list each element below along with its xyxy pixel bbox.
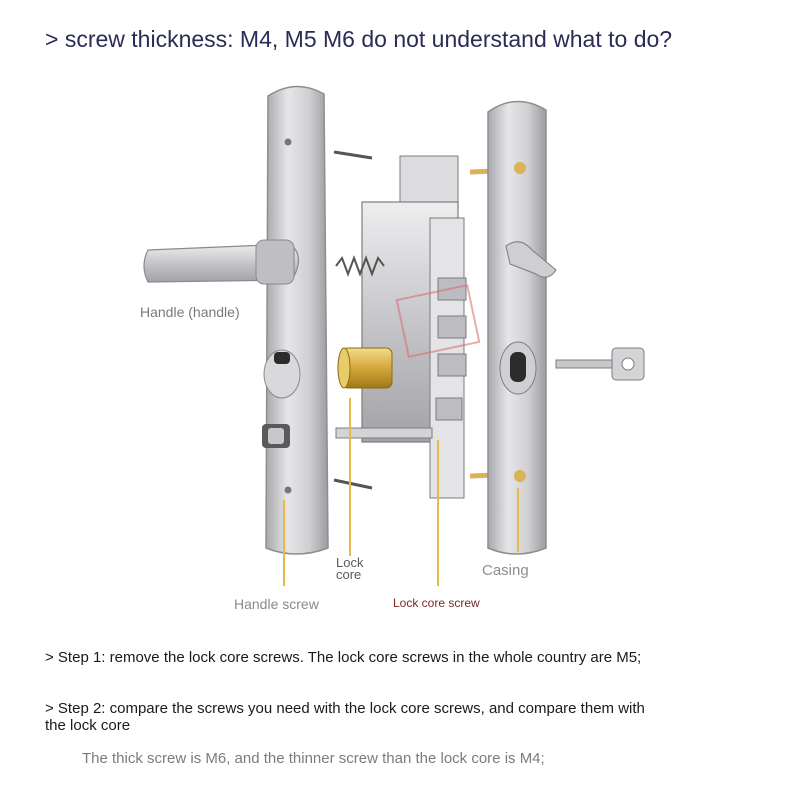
- step-1-text: > Step 1: remove the lock core screws. The lock core screws in the whole country are M5;: [45, 649, 642, 666]
- lock-core-label-line2: core: [336, 567, 362, 582]
- mortise-lock-body: [336, 156, 479, 498]
- lock-core-screw-label: Lock core screw: [393, 596, 480, 610]
- lock-core-label: [336, 557, 376, 581]
- lock-core-label-line1: Lock: [336, 555, 364, 570]
- step-2-text: > Step 2: compare the screws you need with the lock core screws, and compare them with the lock core: [45, 700, 645, 734]
- casing-label: Casing: [482, 562, 529, 579]
- right-casing-plate: [488, 101, 556, 554]
- handle-screw-label: Handle screw: [234, 596, 319, 612]
- left-handle-plate: [144, 86, 328, 554]
- page-title: > screw thickness: M4, M5 M6 do not understand what to do?: [45, 26, 673, 52]
- screw-size-note: The thick screw is M6, and the thinner screw than the lock core is M4;: [82, 750, 545, 767]
- handle-label: Handle (handle): [140, 304, 240, 320]
- key: [556, 348, 644, 380]
